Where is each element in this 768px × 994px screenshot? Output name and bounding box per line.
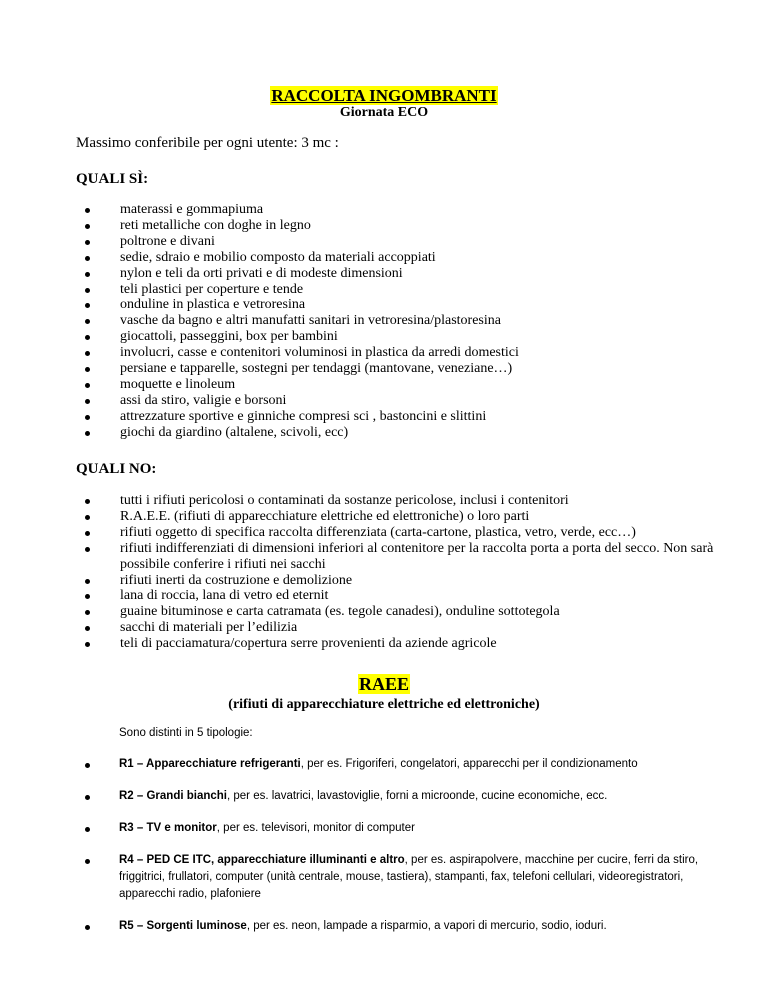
list-item: giochi da giardino (altalene, scivoli, ecc)	[76, 425, 716, 441]
category-item-r5	[76, 918, 716, 935]
list-item: vasche da bagno e altri manufatti sanitari in vetroresina/plastoresina	[76, 313, 716, 329]
list-item: attrezzature sportive e ginniche compresi sci , bastoncini e slittini	[76, 409, 716, 425]
list-item: teli di pacciamatura/copertura serre provenienti da aziende agricole	[76, 636, 716, 652]
list-item: persiane e tapparelle, sostegni per tendaggi (mantovane, veneziane…)	[76, 361, 716, 377]
list-item: moquette e linoleum	[76, 377, 716, 393]
list-item: sedie, sdraio e mobilio composto da materiali accoppiati	[76, 250, 716, 266]
list-item: sacchi di materiali per l’edilizia	[76, 620, 716, 636]
list-item: onduline in plastica e vetroresina	[76, 297, 716, 313]
list-item: nylon e teli da orti privati e di modeste dimensioni	[76, 266, 716, 282]
category-item-r4	[76, 852, 716, 903]
raee-intro: Sono distinti in 5 tipologie:	[119, 727, 253, 739]
limit-text: Massimo conferibile per ogni utente: 3 mc :	[76, 135, 339, 151]
category-desc: , per es. neon, lampade a risparmio, a vapori di mercurio, sodio, ioduri.	[246, 920, 607, 932]
list-item: rifiuti oggetto di specifica raccolta differenziata (carta-cartone, plastica, vetro, verde, ecc…)	[76, 525, 716, 541]
list-item: involucri, casse e contenitori voluminosi in plastica da arredi domestici	[76, 345, 716, 361]
raee-heading-block	[0, 674, 768, 695]
category-desc: , per es. lavatrici, lavastoviglie, forni a microonde, cucine economiche, ecc.	[227, 790, 608, 802]
quali-si-heading: QUALI SÌ:	[76, 171, 149, 187]
list-item: tutti i rifiuti pericolosi o contaminati da sostanze pericolose, inclusi i contenitori	[76, 493, 716, 509]
list-item: reti metalliche con doghe in legno	[76, 218, 716, 234]
quali-no-list	[76, 493, 716, 652]
list-item: teli plastici per coperture e tende	[76, 282, 716, 298]
quali-no-heading: QUALI NO:	[76, 461, 157, 477]
list-item: giocattoli, passeggini, box per bambini	[76, 329, 716, 345]
list-item: guaine bituminose e carta catramata (es. tegole canadesi), onduline sottotegola	[76, 604, 716, 620]
category-desc: , per es. aspirapolvere, macchine per cucire, ferri da stiro, friggitrici, frullatori, computer (unità centrale, mouse, tastiera), stampanti, fax, telefoni cellulari, videoregistratori, apparecchi radio, plafoniere	[119, 854, 699, 900]
raee-subtitle: (rifiuti di apparecchiature elettriche ed elettroniche)	[228, 697, 540, 712]
raee-category-list	[76, 756, 716, 950]
category-desc: , per es. Frigoriferi, congelatori, apparecchi per il condizionamento	[300, 758, 638, 770]
list-item: rifiuti indifferenziati di dimensioni inferiori al contenitore per la raccolta porta a porta del secco. Non sarà possibile conferire i rifiuti nei sacchi	[76, 541, 716, 573]
list-item: poltrone e divani	[76, 234, 716, 250]
list-item: materassi e gommapiuma	[76, 202, 716, 218]
quali-si-list	[76, 202, 716, 441]
list-item: assi da stiro, valigie e borsoni	[76, 393, 716, 409]
document-subtitle: Giornata ECO	[339, 105, 429, 120]
list-item: rifiuti inerti da costruzione e demolizione	[76, 573, 716, 589]
category-code: R3 – TV e monitor	[119, 822, 217, 834]
category-item-r1	[76, 756, 716, 773]
category-code: R1 – Apparecchiature refrigeranti	[119, 758, 301, 770]
category-code: R2 – Grandi bianchi	[119, 790, 227, 802]
category-item-r2	[76, 788, 716, 805]
list-item: lana di roccia, lana di vetro ed eternit	[76, 588, 716, 604]
category-code: R5 – Sorgenti luminose	[119, 920, 247, 932]
category-item-r3	[76, 820, 716, 837]
raee-heading: RAEE	[358, 674, 409, 694]
document-title: RACCOLTA INGOMBRANTI	[271, 86, 497, 105]
list-item: R.A.E.E. (rifiuti di apparecchiature elettriche ed elettroniche) o loro parti	[76, 509, 716, 525]
category-code: R4 – PED CE ITC, apparecchiature illuminanti e altro	[119, 854, 405, 866]
title-block	[0, 86, 768, 106]
category-desc: , per es. televisori, monitor di computer	[216, 822, 415, 834]
